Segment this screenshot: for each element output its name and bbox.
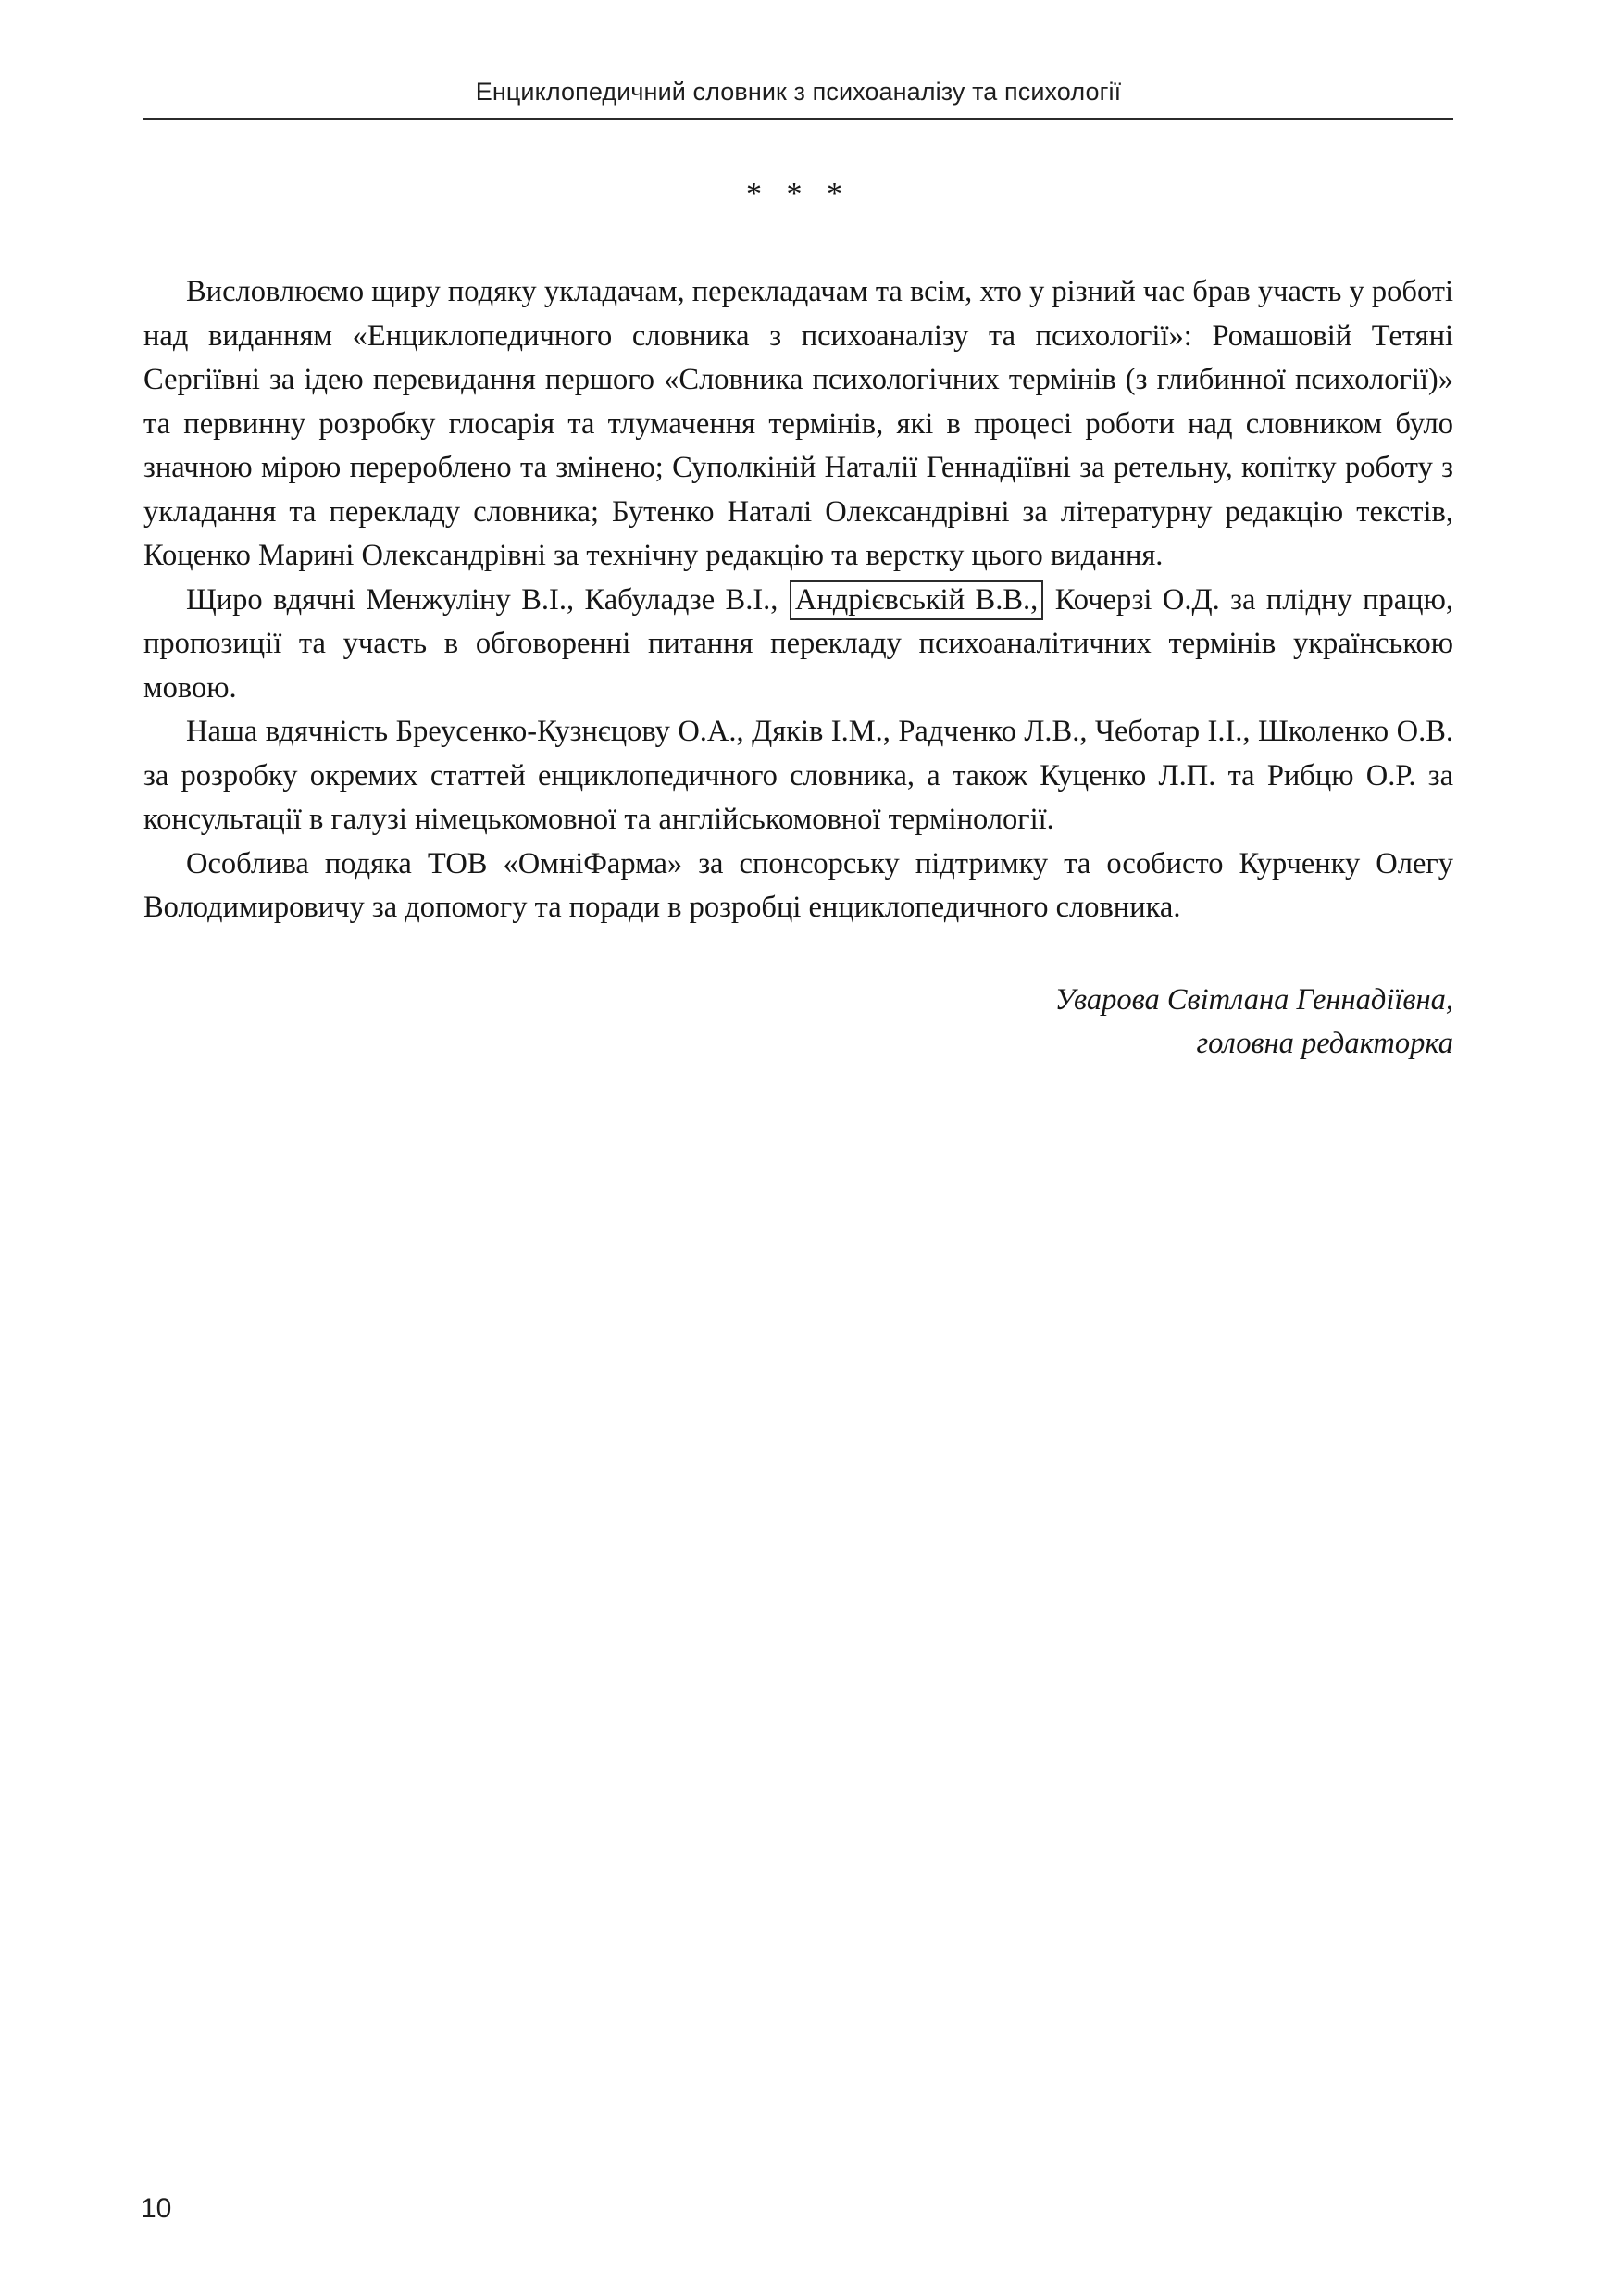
paragraph-acknowledgements-compilers: Висловлюємо щиру подяку укладачам, перекладачам та всім, хто у різний час брав участь у роботі над виданням «Енциклопедичного словника з психоаналізу та психології»: Ромашовій Тетяні Сергіївні за ідею перевидання першого «Словника психологічних термінів (з глибинної психології)» та первинну розробку глосарія та тлумачення термінів, які в процесі роботи над словником було значною мірою перероблено та змінено; Суполкіній Наталії Геннадіївні за ретельну, копітку роботу з укладання та перекладу словника; Бутенко Наталі Олександрівні за літературну редакцію текстів, Коценко Марині Олександрівні за технічну редакцію та верстку цього видання. — [143, 275, 1453, 572]
section-divider-asterisks: * * * — [746, 177, 851, 211]
paragraph-thanks-text-before: Щиро вдячні Менжуліну В.І., Кабуладзе В.І., — [186, 582, 789, 617]
text-column — [143, 176, 1453, 1067]
paragraph-thanks-text-after: Кочерзі О.Д. за плідну працю, пропозиції та участь в обговоренні питання перекладу психоаналітичних термінів українською мовою. — [143, 582, 1453, 705]
paragraph-acknowledgements-authors: Наша вдячність Бреусенко-Кузнєцову О.А., Дяків І.М., Радченко Л.В., Чеботар І.І., Школенко О.В. за розробку окремих статтей енциклопедичного словника, а також Куценко Л.П. та Рибцю О.Р. за консультації в галузі німецькомовної та англійськомовної термінології. — [143, 715, 1453, 836]
highlighted-name-box: Андрієвській В.В., — [790, 580, 1043, 620]
header-divider-rule — [143, 118, 1453, 120]
page-number: 10 — [141, 2193, 172, 2224]
signature-role: головна редакторка — [1196, 1027, 1453, 1060]
signature-block — [143, 979, 1453, 1067]
paragraph-acknowledgements-thanks — [143, 579, 1453, 711]
running-head: Енциклопедичний словник з психоаналізу та психології — [475, 78, 1122, 106]
signature-name: Уварова Світлана Геннадіївна, — [1054, 982, 1453, 1017]
paragraph-acknowledgements-sponsor: Особлива подяка ТОВ «ОмніФарма» за спонсорську підтримку та особисто Курченку Олегу Володимировичу за допомогу та поради в розробці енциклопедичного словника. — [143, 846, 1453, 924]
